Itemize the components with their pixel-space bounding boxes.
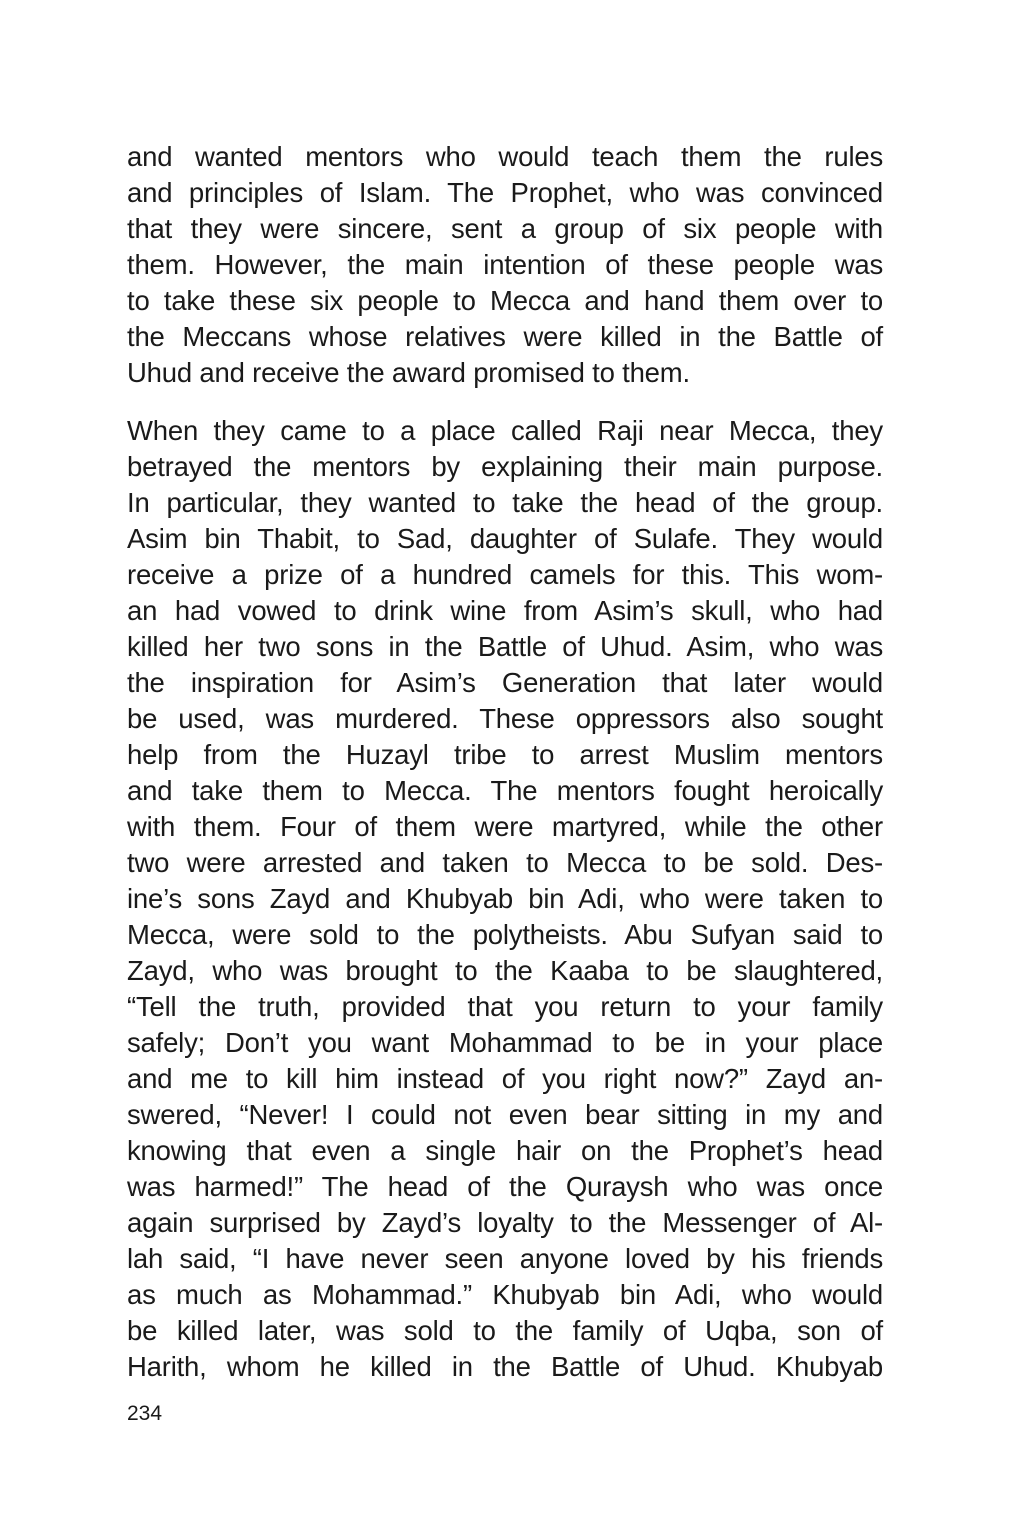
text-line: be used, was murdered. These oppressors also sought (127, 703, 883, 734)
text-line: as much as Mohammad.” Khubyab bin Adi, who would (127, 1279, 883, 1310)
paragraph-2 (127, 413, 883, 1385)
text-line: and wanted mentors who would teach them the rules (127, 141, 883, 172)
text-line: safely; Don’t you want Mohammad to be in your place (127, 1027, 883, 1058)
text-line: knowing that even a single hair on the Prophet’s head (127, 1135, 883, 1166)
page-number: 234 (127, 1402, 163, 1425)
text-line: “Tell the truth, provided that you return to your family (127, 991, 883, 1022)
text-line: was harmed!” The head of the Quraysh who was once (127, 1171, 883, 1202)
text-line: and me to kill him instead of you right now?” Zayd an- (127, 1063, 883, 1094)
text-line: two were arrested and taken to Mecca to be sold. Des- (127, 847, 883, 878)
text-line: betrayed the mentors by explaining their main purpose. (127, 451, 883, 482)
text-line: Harith, whom he killed in the Battle of Uhud. Khubyab (127, 1351, 883, 1382)
text-line: swered, “Never! I could not even bear sitting in my and (127, 1099, 883, 1130)
text-line: Zayd, who was brought to the Kaaba to be slaughtered, (127, 955, 883, 986)
text-line: Mecca, were sold to the polytheists. Abu Sufyan said to (127, 919, 883, 950)
text-line: When they came to a place called Raji near Mecca, they (127, 415, 883, 446)
text-line: killed her two sons in the Battle of Uhud. Asim, who was (127, 631, 883, 662)
text-line: Asim bin Thabit, to Sad, daughter of Sulafe. They would (127, 523, 883, 554)
text-line: lah said, “I have never seen anyone loved by his friends (127, 1243, 883, 1274)
text-line: and take them to Mecca. The mentors fought heroically (127, 775, 883, 806)
text-line: to take these six people to Mecca and hand them over to (127, 285, 883, 316)
text-line: that they were sincere, sent a group of six people with (127, 213, 883, 244)
text-line: again surprised by Zayd’s loyalty to the Messenger of Al- (127, 1207, 883, 1238)
text-line: with them. Four of them were martyred, while the other (127, 811, 883, 842)
text-line: and principles of Islam. The Prophet, who was convinced (127, 177, 883, 208)
text-line: In particular, they wanted to take the head of the group. (127, 487, 883, 518)
text-line: ine’s sons Zayd and Khubyab bin Adi, who were taken to (127, 883, 883, 914)
text-line: help from the Huzayl tribe to arrest Muslim mentors (127, 739, 883, 770)
text-line: receive a prize of a hundred camels for this. This wom- (127, 559, 883, 590)
text-line: them. However, the main intention of these people was (127, 249, 883, 280)
paragraph-1 (127, 139, 883, 391)
text-line: an had vowed to drink wine from Asim’s skull, who had (127, 595, 883, 626)
text-line: the inspiration for Asim’s Generation that later would (127, 667, 883, 698)
text-line: be killed later, was sold to the family of Uqba, son of (127, 1315, 883, 1346)
text-line: Uhud and receive the award promised to them. (127, 357, 690, 388)
text-line: the Meccans whose relatives were killed in the Battle of (127, 321, 883, 352)
